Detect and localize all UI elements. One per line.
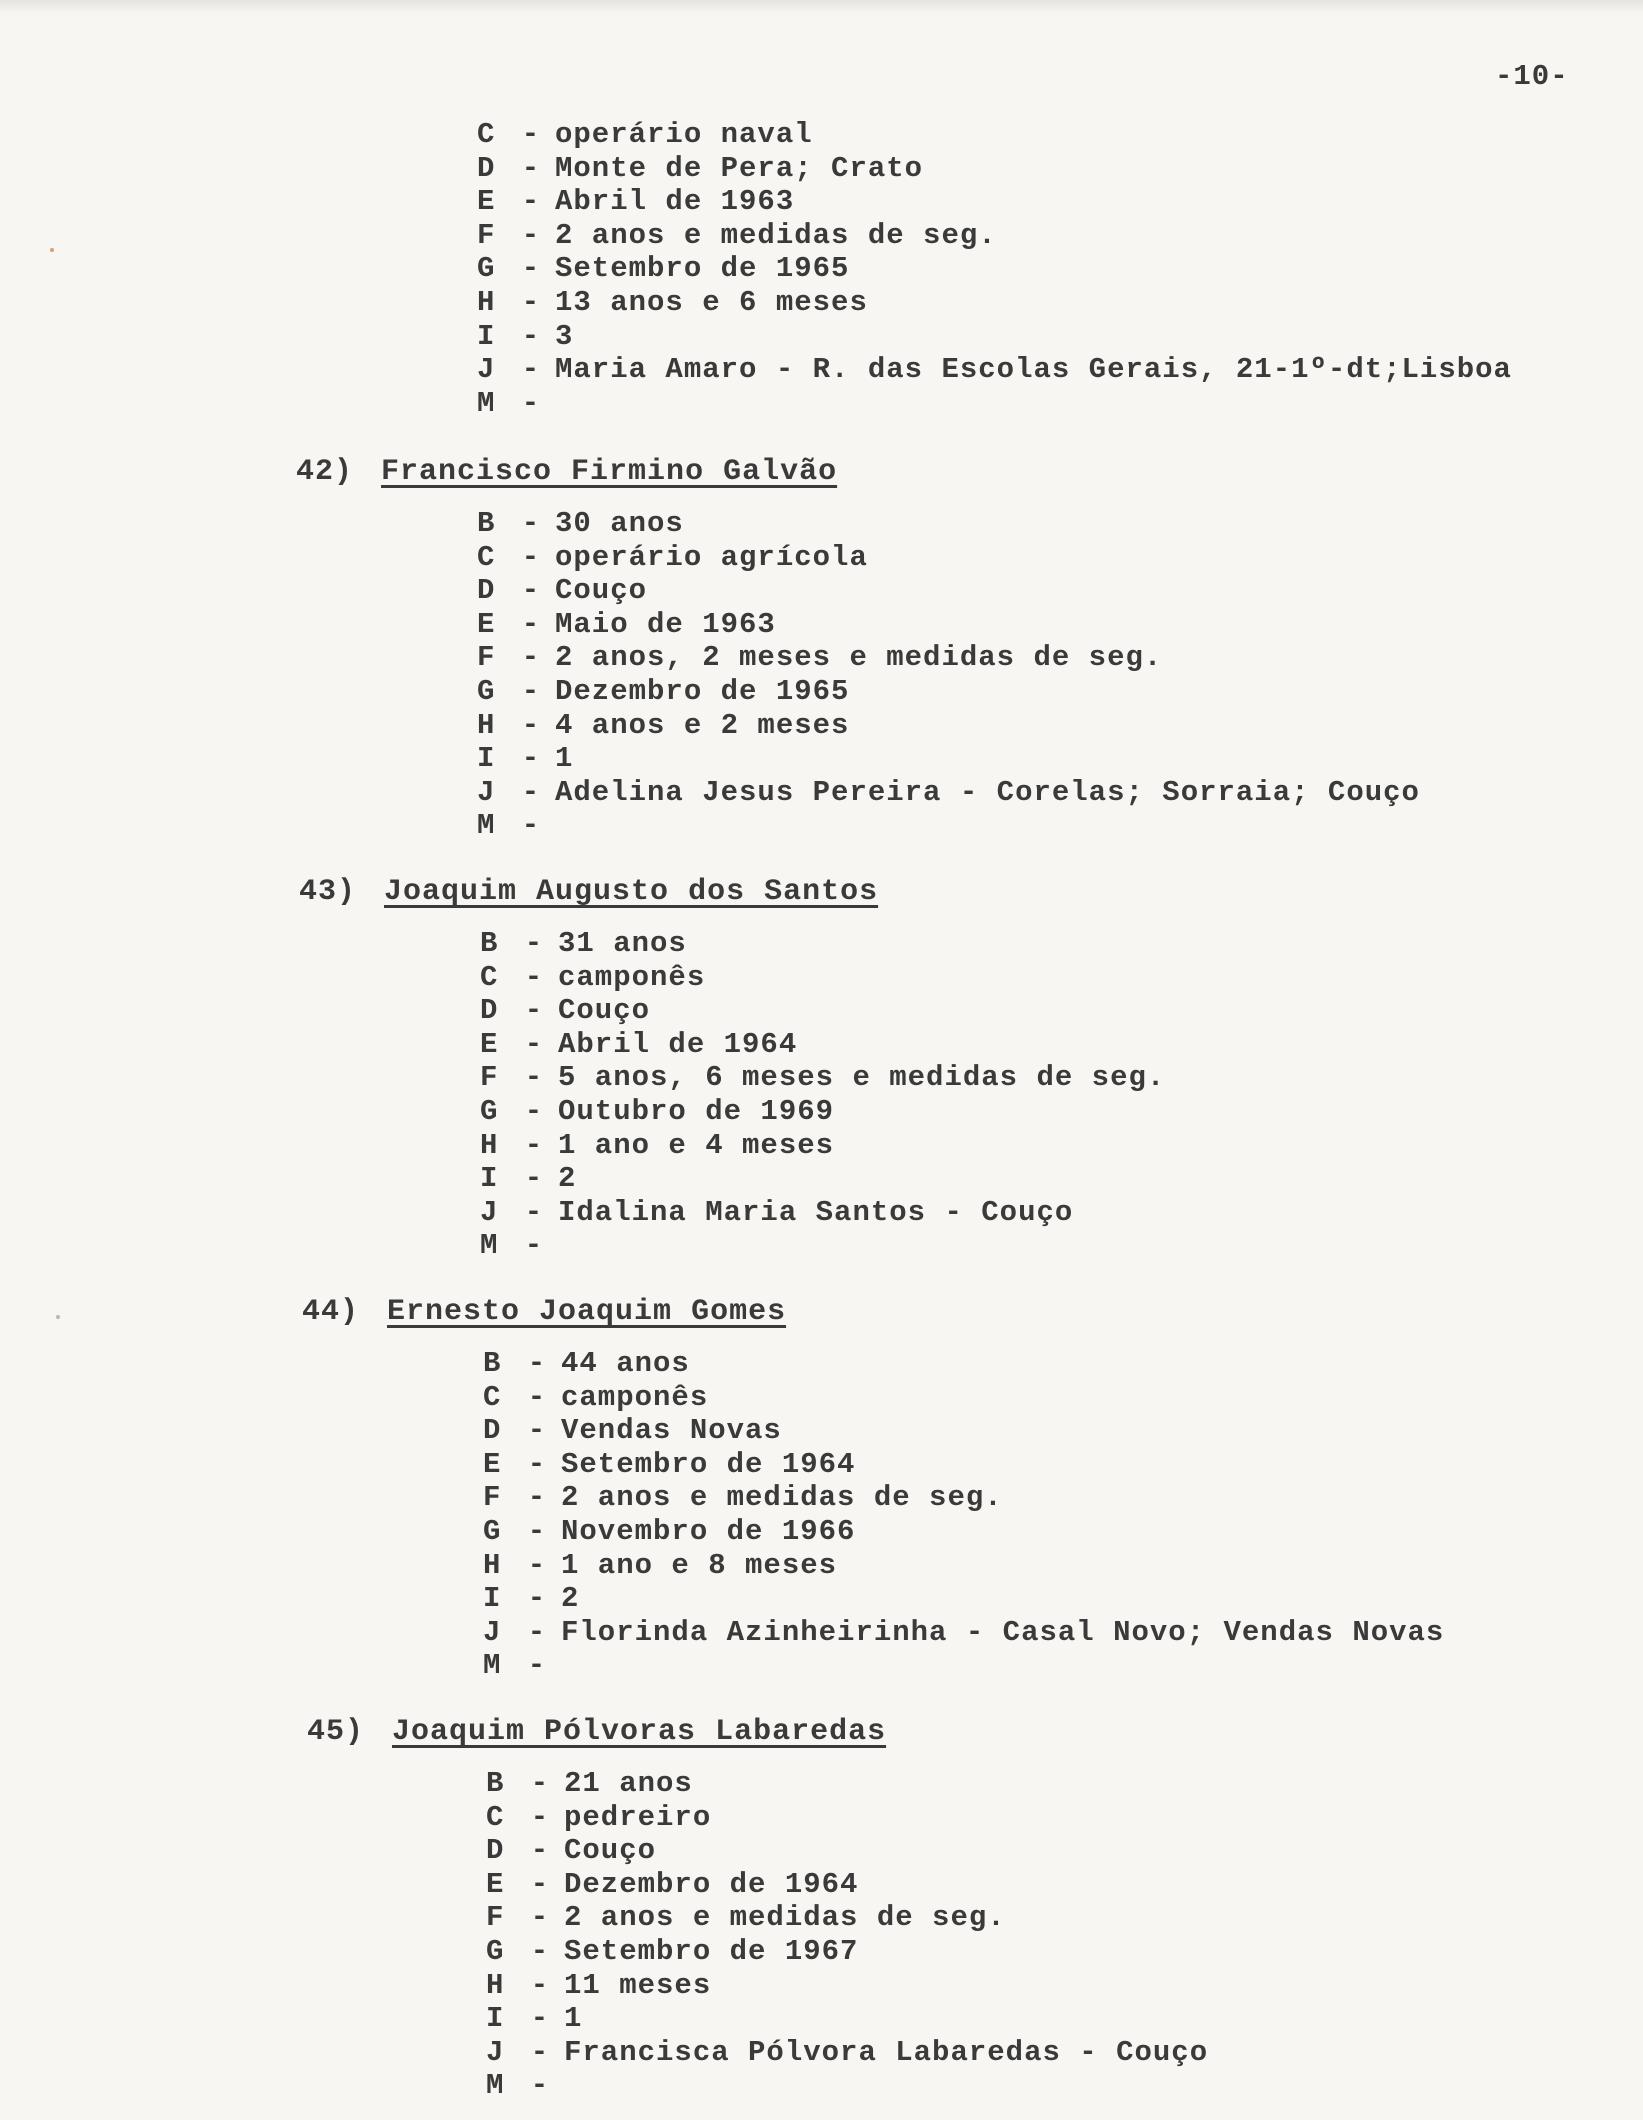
field-letter: G	[483, 1515, 502, 1548]
field-value: Dezembro de 1964	[564, 1867, 859, 1901]
field-letter: I	[483, 1582, 502, 1616]
field-letter: H	[477, 286, 496, 319]
field-line-g	[483, 1515, 855, 1549]
field-dash: -	[530, 2069, 550, 2103]
field-value: 4 anos e 2 meses	[555, 708, 850, 742]
field-value: Setembro de 1965	[555, 252, 850, 286]
field-letter: G	[477, 252, 496, 286]
field-dash: -	[530, 1800, 550, 1834]
field-dash: -	[527, 1447, 547, 1481]
field-value: camponês	[558, 960, 706, 994]
field-letter: M	[477, 809, 496, 843]
field-line-m	[483, 1649, 561, 1683]
field-letter: J	[486, 2035, 505, 2069]
field-value: 1	[564, 2002, 583, 2036]
field-dash: -	[521, 218, 541, 252]
field-dash: -	[521, 809, 541, 843]
field-line-f	[483, 1481, 1003, 1515]
field-dash: -	[521, 641, 541, 675]
entry-name: Joaquim Augusto dos Santos	[384, 875, 879, 909]
field-letter: D	[477, 151, 496, 185]
field-dash: -	[521, 118, 541, 151]
field-letter: E	[477, 607, 496, 641]
field-line-i	[480, 1162, 576, 1196]
field-dash: -	[530, 1767, 550, 1800]
field-value: 3	[555, 319, 574, 353]
field-letter: C	[477, 540, 496, 574]
field-line-m	[480, 1229, 558, 1263]
field-value: Florinda Azinheirinha - Casal Novo; Vendas Novas	[561, 1615, 1445, 1649]
field-letter: C	[483, 1380, 502, 1414]
field-letter: I	[486, 2002, 505, 2036]
field-value: 2 anos, 2 meses e medidas de seg.	[555, 641, 1163, 675]
field-letter: J	[477, 353, 496, 387]
field-line-g	[486, 1935, 858, 1969]
entry-number: 42)	[296, 455, 354, 489]
field-line-j	[477, 353, 1512, 387]
entry-heading	[296, 455, 837, 489]
field-line-e	[480, 1028, 797, 1062]
field-letter: B	[486, 1767, 505, 1800]
field-letter: B	[480, 927, 499, 960]
field-line-b	[480, 927, 687, 961]
field-line-h	[480, 1129, 834, 1163]
entry-heading	[299, 875, 878, 909]
field-letter: I	[480, 1162, 499, 1196]
field-line-m	[477, 387, 555, 421]
field-dash: -	[521, 286, 541, 319]
field-dash: -	[521, 252, 541, 286]
field-value: 21 anos	[564, 1767, 693, 1800]
field-letter: D	[486, 1834, 505, 1868]
field-letter: D	[480, 994, 499, 1028]
field-dash: -	[521, 574, 541, 608]
field-value: Couço	[564, 1834, 657, 1868]
field-letter: E	[483, 1447, 502, 1481]
field-value: 1 ano e 8 meses	[561, 1548, 838, 1582]
field-letter: G	[480, 1095, 499, 1128]
field-line-e	[477, 608, 776, 642]
field-line-j	[486, 2036, 1208, 2070]
field-letter: E	[486, 1867, 505, 1901]
field-dash: -	[521, 319, 541, 353]
field-letter: D	[477, 574, 496, 608]
paper-speck	[56, 1315, 60, 1319]
field-line-d	[477, 152, 923, 186]
field-letter: B	[477, 507, 496, 540]
field-line-b	[483, 1347, 690, 1381]
field-letter: D	[483, 1414, 502, 1448]
field-line-g	[477, 675, 849, 709]
field-letter: F	[477, 641, 496, 675]
field-dash: -	[530, 2002, 550, 2036]
entry-name: Francisco Firmino Galvão	[381, 455, 838, 489]
field-dash: -	[524, 960, 544, 994]
field-dash: -	[527, 1380, 547, 1414]
field-value: 2	[558, 1162, 577, 1196]
field-letter: M	[486, 2069, 505, 2103]
field-value: operário naval	[555, 118, 813, 151]
field-dash: -	[530, 1834, 550, 1868]
entry-number: 44)	[302, 1295, 360, 1329]
field-line-e	[477, 185, 794, 219]
field-line-j	[483, 1616, 1444, 1650]
field-letter: B	[483, 1347, 502, 1380]
field-line-f	[477, 641, 1162, 675]
field-dash: -	[527, 1649, 547, 1683]
paper-speck	[50, 248, 54, 252]
field-letter: J	[480, 1195, 499, 1229]
field-line-j	[477, 776, 1420, 810]
field-value: 1 ano e 4 meses	[558, 1128, 835, 1162]
field-value: Dezembro de 1965	[555, 675, 850, 708]
field-value: camponês	[561, 1380, 709, 1414]
entry-number: 45)	[307, 1715, 365, 1749]
field-value: Outubro de 1969	[558, 1095, 835, 1128]
field-letter: E	[477, 185, 496, 219]
field-line-d	[480, 994, 650, 1028]
field-value: Monte de Pera; Crato	[555, 151, 924, 185]
field-line-i	[486, 2002, 582, 2036]
field-value: Adelina Jesus Pereira - Corelas; Sorraia; Couço	[555, 775, 1420, 809]
field-value: Setembro de 1964	[561, 1447, 856, 1481]
field-letter: J	[483, 1615, 502, 1649]
entry-number: 43)	[299, 875, 357, 909]
field-value: Novembro de 1966	[561, 1515, 856, 1548]
field-letter: H	[477, 708, 496, 742]
field-line-h	[477, 286, 868, 320]
field-value: pedreiro	[564, 1800, 712, 1834]
field-line-c	[477, 118, 813, 152]
field-value: Vendas Novas	[561, 1414, 782, 1448]
field-dash: -	[530, 1867, 550, 1901]
field-dash: -	[527, 1615, 547, 1649]
field-line-c	[483, 1381, 708, 1415]
field-line-b	[486, 1767, 693, 1801]
field-line-g	[480, 1095, 834, 1129]
field-line-h	[477, 709, 849, 743]
field-dash: -	[521, 185, 541, 219]
field-value: 2 anos e medidas de seg.	[564, 1901, 1006, 1935]
page-top-edge	[0, 0, 1643, 14]
page-number: -10-	[1495, 60, 1569, 93]
field-letter: M	[483, 1649, 502, 1683]
field-value: Maria Amaro - R. das Escolas Gerais, 21-1º-dt;Lisboa	[555, 353, 1512, 387]
field-letter: E	[480, 1027, 499, 1061]
field-line-f	[480, 1061, 1165, 1095]
field-letter: C	[480, 960, 499, 994]
field-letter: C	[477, 118, 496, 151]
field-dash: -	[524, 1128, 544, 1162]
field-line-c	[477, 541, 868, 575]
field-dash: -	[524, 1195, 544, 1229]
field-line-m	[486, 2069, 564, 2103]
field-value: 1	[555, 742, 574, 776]
field-letter: M	[477, 386, 496, 420]
field-dash: -	[524, 1027, 544, 1061]
field-value: Abril de 1964	[558, 1027, 798, 1061]
field-dash: -	[521, 540, 541, 574]
field-value: Maio de 1963	[555, 607, 776, 641]
field-letter: H	[480, 1128, 499, 1162]
field-line-m	[477, 809, 555, 843]
entry-name: Joaquim Pólvoras Labaredas	[392, 1715, 887, 1749]
field-value: Couço	[558, 994, 651, 1028]
field-letter: C	[486, 1800, 505, 1834]
field-dash: -	[524, 1095, 544, 1128]
field-dash: -	[524, 1229, 544, 1263]
field-dash: -	[530, 1935, 550, 1968]
field-line-c	[486, 1801, 711, 1835]
field-dash: -	[521, 353, 541, 387]
field-value: Idalina Maria Santos - Couço	[558, 1195, 1074, 1229]
field-dash: -	[521, 708, 541, 742]
entry-heading	[302, 1295, 786, 1329]
field-dash: -	[521, 775, 541, 809]
entry-name: Ernesto Joaquim Gomes	[387, 1295, 787, 1329]
field-value: 11 meses	[564, 1968, 712, 2002]
field-letter: G	[477, 675, 496, 708]
field-line-d	[483, 1414, 782, 1448]
field-dash: -	[521, 607, 541, 641]
field-letter: F	[486, 1901, 505, 1935]
field-line-g	[477, 252, 849, 286]
field-value: Setembro de 1967	[564, 1935, 859, 1968]
field-dash: -	[524, 994, 544, 1028]
field-value: Couço	[555, 574, 648, 608]
field-value: Francisca Pólvora Labaredas - Couço	[564, 2035, 1209, 2069]
field-dash: -	[521, 742, 541, 776]
field-letter: G	[486, 1935, 505, 1968]
field-dash: -	[524, 1162, 544, 1196]
field-line-h	[486, 1969, 711, 2003]
field-line-d	[477, 574, 647, 608]
field-value: operário agrícola	[555, 540, 868, 574]
field-line-f	[486, 1901, 1006, 1935]
field-dash: -	[527, 1347, 547, 1380]
field-dash: -	[527, 1548, 547, 1582]
field-letter: H	[483, 1548, 502, 1582]
field-value: 31 anos	[558, 927, 687, 960]
field-letter: I	[477, 319, 496, 353]
field-line-e	[483, 1448, 855, 1482]
field-letter: H	[486, 1968, 505, 2002]
field-dash: -	[527, 1414, 547, 1448]
field-line-f	[477, 219, 997, 253]
field-value: 13 anos e 6 meses	[555, 286, 868, 319]
field-value: Abril de 1963	[555, 185, 795, 219]
field-letter: M	[480, 1229, 499, 1263]
field-dash: -	[521, 386, 541, 420]
field-dash: -	[530, 1968, 550, 2002]
field-line-c	[480, 961, 705, 995]
field-value: 30 anos	[555, 507, 684, 540]
field-dash: -	[521, 151, 541, 185]
field-value: 2	[561, 1582, 580, 1616]
field-dash: -	[524, 1061, 544, 1095]
field-line-i	[483, 1582, 579, 1616]
field-dash: -	[527, 1481, 547, 1515]
field-line-h	[483, 1549, 837, 1583]
entry-heading	[307, 1715, 886, 1749]
field-value: 5 anos, 6 meses e medidas de seg.	[558, 1061, 1166, 1095]
field-letter: F	[480, 1061, 499, 1095]
field-letter: I	[477, 742, 496, 776]
field-dash: -	[521, 675, 541, 708]
field-letter: F	[483, 1481, 502, 1515]
field-line-i	[477, 742, 573, 776]
field-dash: -	[521, 507, 541, 540]
field-line-d	[486, 1834, 656, 1868]
field-letter: F	[477, 218, 496, 252]
field-letter: J	[477, 775, 496, 809]
field-dash: -	[527, 1515, 547, 1548]
field-dash: -	[527, 1582, 547, 1616]
field-value: 2 anos e medidas de seg.	[561, 1481, 1003, 1515]
field-value: 44 anos	[561, 1347, 690, 1380]
field-dash: -	[530, 1901, 550, 1935]
field-value: 2 anos e medidas de seg.	[555, 218, 997, 252]
field-line-j	[480, 1196, 1073, 1230]
field-line-b	[477, 507, 684, 541]
field-dash: -	[530, 2035, 550, 2069]
field-line-i	[477, 320, 573, 354]
field-line-e	[486, 1868, 858, 1902]
field-dash: -	[524, 927, 544, 960]
